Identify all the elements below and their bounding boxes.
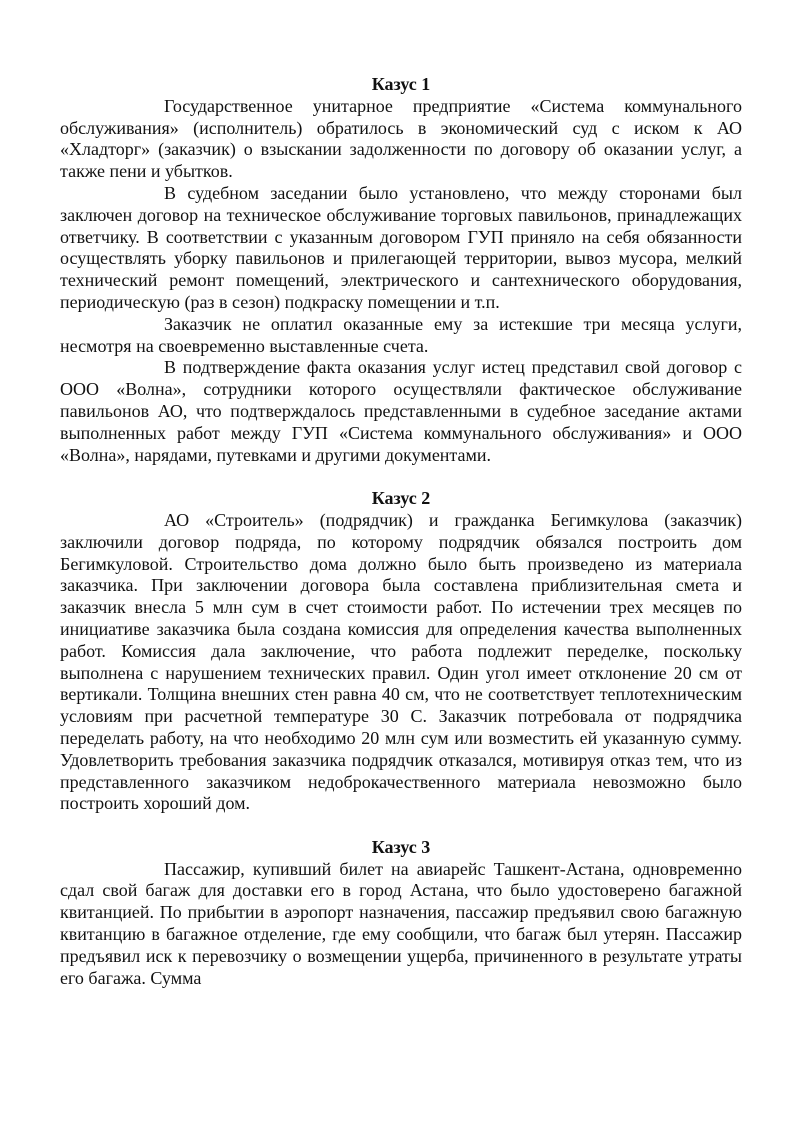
- case-1: [60, 74, 742, 466]
- paragraph: Заказчик не оплатил оказанные ему за истекшие три месяца услуги, несмотря на своевременно выставленные счета.: [60, 313, 742, 356]
- case-title: Казус 2: [371, 488, 431, 509]
- case-2: [60, 488, 742, 815]
- case-3: [60, 837, 742, 990]
- case-title: Казус 3: [371, 836, 431, 857]
- paragraph: Пассажир, купивший билет на авиарейс Ташкент-Астана, одновременно сдал свой багаж для доставки его в город Астана, что было удостоверено багажной квитанцией. По прибытии в аэропорт назначения, пассажир предъявил свою багажную квитанцию в багажное отделение, где ему сообщили, что багаж был утерян. Пассажир предъявил иск к перевозчику о возмещении ущерба, причиненного в результате утраты его багажа. Сумма: [60, 858, 742, 988]
- document-body: [60, 74, 742, 989]
- paragraph: В судебном заседании было установлено, что между сторонами был заключен договор на техническое обслуживание торговых павильонов, принадлежащих ответчику. В соответствии с указанным договором ГУП приняло на себя обязанности осуществлять уборку павильонов и прилегающей территории, вывоз мусора, мелкий технический ремонт помещений, электрического и сантехнического оборудования, периодическую (раз в сезон) подкраску помещении и т.п.: [60, 182, 742, 312]
- paragraph: В подтверждение факта оказания услуг истец представил свой договор с ООО «Волна», сотрудники которого осуществляли фактическое обслуживание павильонов АО, что подтверждалось представленными в судебное заседание актами выполненных работ между ГУП «Система коммунального обслуживания» и ООО «Волна», нарядами, путевками и другими документами.: [60, 357, 742, 465]
- paragraph: АО «Строитель» (подрядчик) и гражданка Бегимкулова (заказчик) заключили договор подряда, по которому подрядчик обязался построить дом Бегимкуловой. Строительство дома должно было быть произведено из материала заказчика. При заключении договора была составлена приблизительная смета и заказчик внесла 5 млн сум в счет стоимости работ. По истечении трех месяцев по инициативе заказчика была создана комиссия для определения качества выполненных работ. Комиссия дала заключение, что работа подлежит переделке, поскольку выполнена с нарушением технических правил. Один угол имеет отклонение 20 см от вертикали. Толщина внешних стен равна 40 см, что не соответствует теплотехническим условиям при расчетной температуре 30 С. Заказчик потребовала от подрядчика переделать работу, на что необходимо 20 млн сум или возместить ей указанную сумму. Удовлетворить требования заказчика подрядчик отказался, мотивируя отказ тем, что из представленного заказчиком недоброкачественного материала невозможно было построить хороший дом.: [60, 509, 742, 814]
- case-title: Казус 1: [371, 74, 431, 94]
- paragraph: Государственное унитарное предприятие «Система коммунального обслуживания» (исполнитель) обратилось в экономический суд с иском к АО «Хладторг» (заказчик) о взыскании задолженности по договору об оказании услуг, а также пени и убытков.: [60, 95, 742, 182]
